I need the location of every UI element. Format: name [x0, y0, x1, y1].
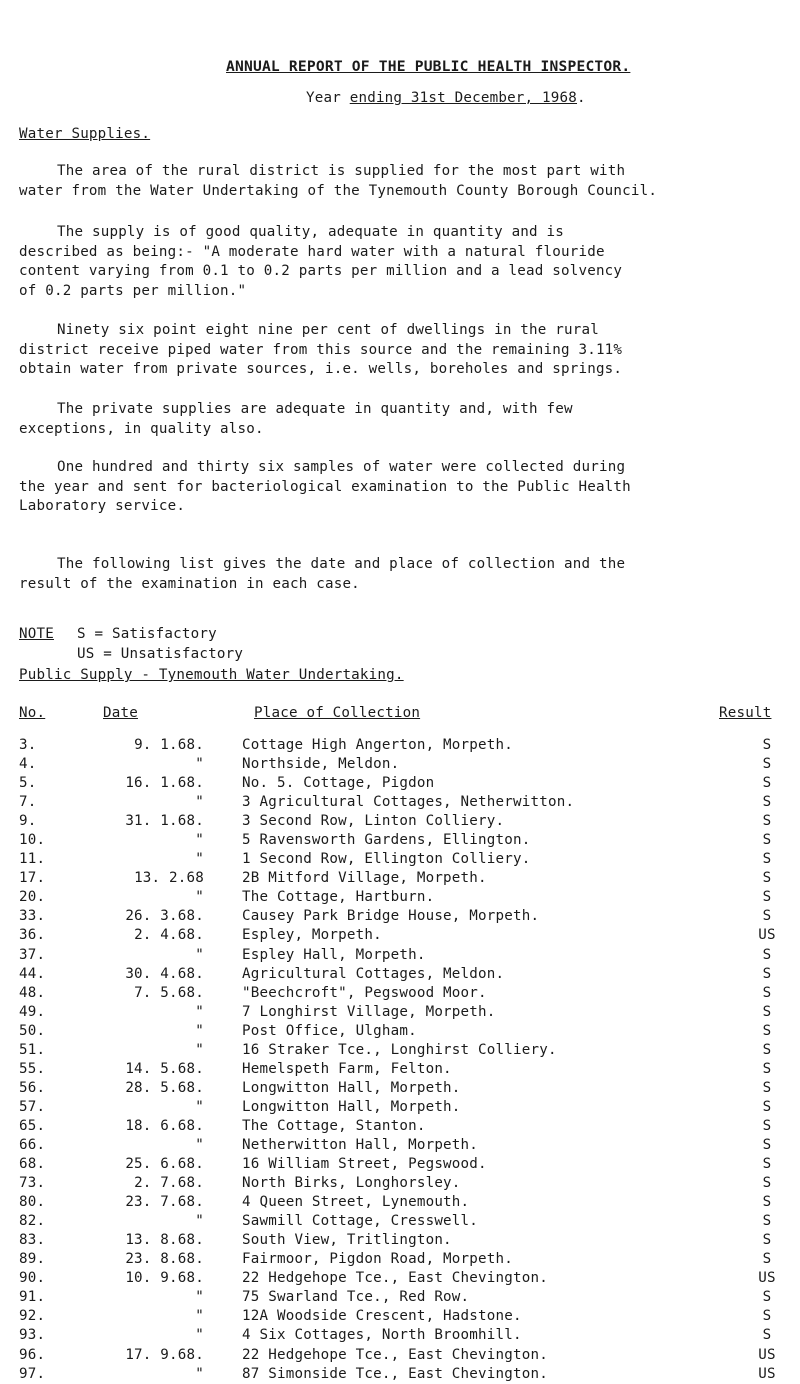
cell-result: S [762, 965, 772, 982]
table-row [19, 907, 797, 926]
cell-date: 18. 6.68. [125, 1117, 204, 1134]
cell-no: 20. [19, 889, 46, 906]
cell-no: 96. [19, 1346, 46, 1363]
table-row [19, 1307, 797, 1326]
cell-date: 30. 4.68. [125, 965, 204, 982]
paragraph-area-supply [19, 162, 779, 201]
cell-date: " [195, 946, 204, 963]
cell-place: Espley Hall, Morpeth. [242, 946, 426, 963]
cell-no: 90. [19, 1270, 46, 1287]
cell-result: S [762, 908, 772, 925]
cell-place: Post Office, Ulgham. [242, 1022, 417, 1039]
cell-place: 3 Agricultural Cottages, Netherwitton. [242, 794, 575, 811]
cell-date: 31. 1.68. [125, 813, 204, 830]
cell-result: S [762, 1175, 772, 1192]
cell-date: " [195, 1213, 204, 1230]
cell-date: " [195, 1041, 204, 1058]
cell-place: 22 Hedgehope Tce., East Chevington. [242, 1346, 548, 1363]
table-row [19, 1193, 797, 1212]
table-row [19, 1250, 797, 1269]
paragraph-line: obtain water from private sources, i.e. wells, boreholes and springs. [19, 361, 623, 377]
cell-no: 82. [19, 1213, 46, 1230]
samples-table-body [19, 736, 797, 1384]
table-row [19, 1060, 797, 1079]
cell-place: 75 Swarland Tce., Red Row. [242, 1289, 470, 1306]
cell-place: Espley, Morpeth. [242, 927, 382, 944]
table-row [19, 1041, 797, 1060]
cell-date: " [195, 1327, 204, 1344]
cell-date: " [195, 1365, 204, 1382]
paragraph-line: The private supplies are adequate in quantity and, with few [57, 401, 573, 417]
table-row [19, 888, 797, 907]
cell-no: 44. [19, 965, 46, 982]
cell-result: S [762, 851, 772, 868]
table-row [19, 1231, 797, 1250]
paragraph-line: The supply is of good quality, adequate in quantity and is [57, 224, 565, 240]
cell-place: Causey Park Bridge House, Morpeth. [242, 908, 540, 925]
paragraph-line: exceptions, in quality also. [19, 420, 264, 437]
cell-date: 23. 7.68. [125, 1194, 204, 1211]
column-header-date: Date [103, 705, 138, 721]
paragraph-private-supplies [19, 400, 779, 439]
paragraph-line: result of the examination in each case. [19, 575, 360, 592]
cell-date: " [195, 889, 204, 906]
cell-result: S [762, 1327, 772, 1344]
table-row [19, 869, 797, 888]
cell-date: 13. 8.68. [125, 1232, 204, 1249]
cell-result: US [758, 927, 776, 944]
cell-place: 4 Six Cottages, North Broomhill. [242, 1327, 522, 1344]
cell-place: 22 Hedgehope Tce., East Chevington. [242, 1270, 548, 1287]
table-row [19, 1136, 797, 1155]
cell-result: US [758, 1270, 776, 1287]
table-row [19, 736, 797, 755]
paragraph-line: content varying from 0.1 to 0.2 parts per million and a lead solvency [19, 263, 623, 279]
table-row [19, 774, 797, 793]
cell-no: 10. [19, 832, 46, 849]
cell-date: " [195, 1003, 204, 1020]
paragraph-supply-quality [19, 223, 779, 301]
cell-date: " [195, 1098, 204, 1115]
note-label: NOTE [19, 626, 54, 642]
cell-date: " [195, 1022, 204, 1039]
table-row [19, 1022, 797, 1041]
cell-no: 83. [19, 1232, 46, 1249]
table-row [19, 1003, 797, 1022]
cell-result: S [762, 1117, 772, 1134]
cell-date: 13. 2.68 [134, 870, 204, 887]
column-header-no: No. [19, 705, 46, 721]
cell-date: " [195, 1289, 204, 1306]
cell-no: 73. [19, 1175, 46, 1192]
table-row [19, 1269, 797, 1288]
table-row [19, 793, 797, 812]
cell-result: S [762, 1060, 772, 1077]
cell-place: 4 Queen Street, Lynemouth. [242, 1194, 470, 1211]
cell-no: 97. [19, 1365, 46, 1382]
table-row [19, 755, 797, 774]
cell-result: S [762, 1156, 772, 1173]
cell-place: Agricultural Cottages, Meldon. [242, 965, 505, 982]
cell-no: 56. [19, 1079, 46, 1096]
cell-date: 25. 6.68. [125, 1156, 204, 1173]
table-row [19, 831, 797, 850]
legend-note [19, 624, 243, 664]
cell-result: S [762, 1194, 772, 1211]
table-row [19, 1098, 797, 1117]
table-row [19, 1117, 797, 1136]
cell-no: 7. [19, 794, 37, 811]
cell-date: 23. 8.68. [125, 1251, 204, 1268]
paragraph-list-intro [19, 555, 779, 594]
cell-no: 48. [19, 984, 46, 1001]
column-header-result: Result [719, 705, 772, 721]
cell-place: South View, Tritlington. [242, 1232, 452, 1249]
cell-no: 3. [19, 737, 37, 753]
paragraph-line: Ninety six point eight nine per cent of dwellings in the rural [57, 322, 599, 338]
paragraph-line: described as being:- "A moderate hard water with a natural flouride [19, 243, 605, 260]
table-row [19, 1155, 797, 1174]
cell-no: 91. [19, 1289, 46, 1306]
cell-place: No. 5. Cottage, Pigdon [242, 775, 435, 792]
cell-no: 37. [19, 946, 46, 963]
report-period-date: ending 31st December, 1968 [349, 90, 578, 106]
table-row [19, 850, 797, 869]
cell-result: S [762, 832, 772, 849]
report-period [306, 90, 586, 106]
table-row [19, 946, 797, 965]
paragraph-line: One hundred and thirty six samples of water were collected during [57, 459, 626, 475]
cell-no: 49. [19, 1003, 46, 1020]
cell-result: S [762, 1232, 772, 1249]
cell-date: 17. 9.68. [125, 1346, 204, 1363]
cell-place: 2B Mitford Village, Morpeth. [242, 870, 487, 887]
cell-no: 66. [19, 1136, 46, 1153]
cell-place: 12A Woodside Crescent, Hadstone. [242, 1308, 522, 1325]
cell-result: S [762, 889, 772, 906]
cell-place: The Cottage, Stanton. [242, 1117, 426, 1134]
table-row [19, 1365, 797, 1384]
cell-result: S [762, 794, 772, 811]
paragraph-line: district receive piped water from this source and the remaining 3.11% [19, 341, 623, 358]
cell-place: The Cottage, Hartburn. [242, 889, 435, 906]
cell-place: 7 Longhirst Village, Morpeth. [242, 1003, 496, 1020]
cell-date: " [195, 832, 204, 849]
cell-place: Longwitton Hall, Morpeth. [242, 1098, 461, 1115]
cell-place: Longwitton Hall, Morpeth. [242, 1079, 461, 1096]
cell-result: S [762, 1098, 772, 1115]
cell-place: Fairmoor, Pigdon Road, Morpeth. [242, 1251, 513, 1268]
paragraph-line: water from the Water Undertaking of the Tynemouth County Borough Council. [19, 182, 658, 199]
cell-date: 16. 1.68. [125, 775, 204, 792]
table-row [19, 1079, 797, 1098]
table-row [19, 965, 797, 984]
cell-place: 5 Ravensworth Gardens, Ellington. [242, 832, 531, 849]
cell-result: US [758, 1346, 776, 1363]
paragraph-line: The area of the rural district is supplied for the most part with [57, 163, 626, 179]
cell-no: 68. [19, 1156, 46, 1173]
table-row [19, 1212, 797, 1231]
paragraph-line: of 0.2 parts per million." [19, 282, 247, 299]
cell-date: 26. 3.68. [125, 908, 204, 925]
cell-no: 50. [19, 1022, 46, 1039]
cell-date: " [195, 851, 204, 868]
cell-result: S [762, 737, 772, 753]
table-row [19, 1326, 797, 1345]
table-row [19, 1288, 797, 1307]
cell-place: 3 Second Row, Linton Colliery. [242, 813, 505, 830]
cell-result: S [762, 946, 772, 963]
cell-result: S [762, 813, 772, 830]
cell-place: "Beechcroft", Pegswood Moor. [242, 984, 487, 1001]
cell-result: S [762, 1136, 772, 1153]
paragraph-line: The following list gives the date and place of collection and the [57, 556, 626, 572]
paragraph-samples [19, 458, 779, 517]
paragraph-line: the year and sent for bacteriological examination to the Public Health [19, 478, 631, 495]
table-row [19, 1174, 797, 1193]
cell-place: Hemelspeth Farm, Felton. [242, 1060, 452, 1077]
cell-result: S [762, 1079, 772, 1096]
cell-result: S [762, 1308, 772, 1325]
cell-no: 80. [19, 1194, 46, 1211]
table-row [19, 1346, 797, 1365]
cell-place: 87 Simonside Tce., East Chevington. [242, 1365, 548, 1382]
cell-no: 4. [19, 756, 37, 773]
cell-place: 16 William Street, Pegswood. [242, 1156, 487, 1173]
cell-date: 28. 5.68. [125, 1079, 204, 1096]
column-header-place: Place of Collection [254, 705, 421, 721]
cell-result: S [762, 1213, 772, 1230]
cell-result: US [758, 1365, 776, 1382]
cell-no: 11. [19, 851, 46, 868]
cell-no: 92. [19, 1308, 46, 1325]
report-period-prefix: Year [306, 90, 350, 106]
cell-no: 17. [19, 870, 46, 887]
note-satisfactory: S = Satisfactory [77, 626, 217, 642]
cell-date: " [195, 794, 204, 811]
cell-place: North Birks, Longhorsley. [242, 1175, 461, 1192]
cell-place: Netherwitton Hall, Morpeth. [242, 1136, 479, 1153]
cell-no: 65. [19, 1117, 46, 1134]
cell-result: S [762, 984, 772, 1001]
cell-no: 33. [19, 908, 46, 925]
cell-no: 93. [19, 1327, 46, 1344]
cell-place: Northside, Meldon. [242, 756, 400, 773]
table-row [19, 812, 797, 831]
cell-no: 89. [19, 1251, 46, 1268]
cell-result: S [762, 1022, 772, 1039]
cell-result: S [762, 775, 772, 792]
cell-date: 10. 9.68. [125, 1270, 204, 1287]
cell-result: S [762, 756, 772, 773]
cell-date: " [195, 1308, 204, 1325]
cell-no: 51. [19, 1041, 46, 1058]
samples-table [19, 736, 797, 1384]
cell-date: 14. 5.68. [125, 1060, 204, 1077]
cell-no: 55. [19, 1060, 46, 1077]
note-unsatisfactory: US = Unsatisfactory [77, 646, 244, 662]
cell-no: 57. [19, 1098, 46, 1115]
cell-date: 7. 5.68. [134, 984, 204, 1001]
cell-no: 5. [19, 775, 37, 792]
cell-place: 1 Second Row, Ellington Colliery. [242, 851, 531, 868]
cell-result: S [762, 1041, 772, 1058]
table-row [19, 984, 797, 1003]
cell-result: S [762, 1289, 772, 1306]
cell-place: Sawmill Cottage, Cresswell. [242, 1213, 479, 1230]
cell-result: S [762, 1003, 772, 1020]
report-title: ANNUAL REPORT OF THE PUBLIC HEALTH INSPECTOR. [226, 58, 631, 75]
paragraph-line: Laboratory service. [19, 498, 186, 514]
cell-date: " [195, 756, 204, 773]
cell-place: 16 Straker Tce., Longhirst Colliery. [242, 1041, 557, 1058]
supply-heading: Public Supply - Tynemouth Water Undertaking. [19, 667, 404, 683]
cell-date: 2. 4.68. [134, 927, 204, 944]
cell-no: 9. [19, 813, 37, 830]
cell-result: S [762, 870, 772, 887]
paragraph-dwellings [19, 321, 779, 380]
table-row [19, 926, 797, 945]
cell-date: 9. 1.68. [134, 737, 204, 753]
cell-place: Cottage High Angerton, Morpeth. [242, 737, 513, 753]
cell-no: 36. [19, 927, 46, 944]
cell-date: 2. 7.68. [134, 1175, 204, 1192]
report-period-suffix: . [577, 90, 586, 106]
section-heading: Water Supplies. [19, 126, 151, 142]
cell-date: " [195, 1136, 204, 1153]
cell-result: S [762, 1251, 772, 1268]
